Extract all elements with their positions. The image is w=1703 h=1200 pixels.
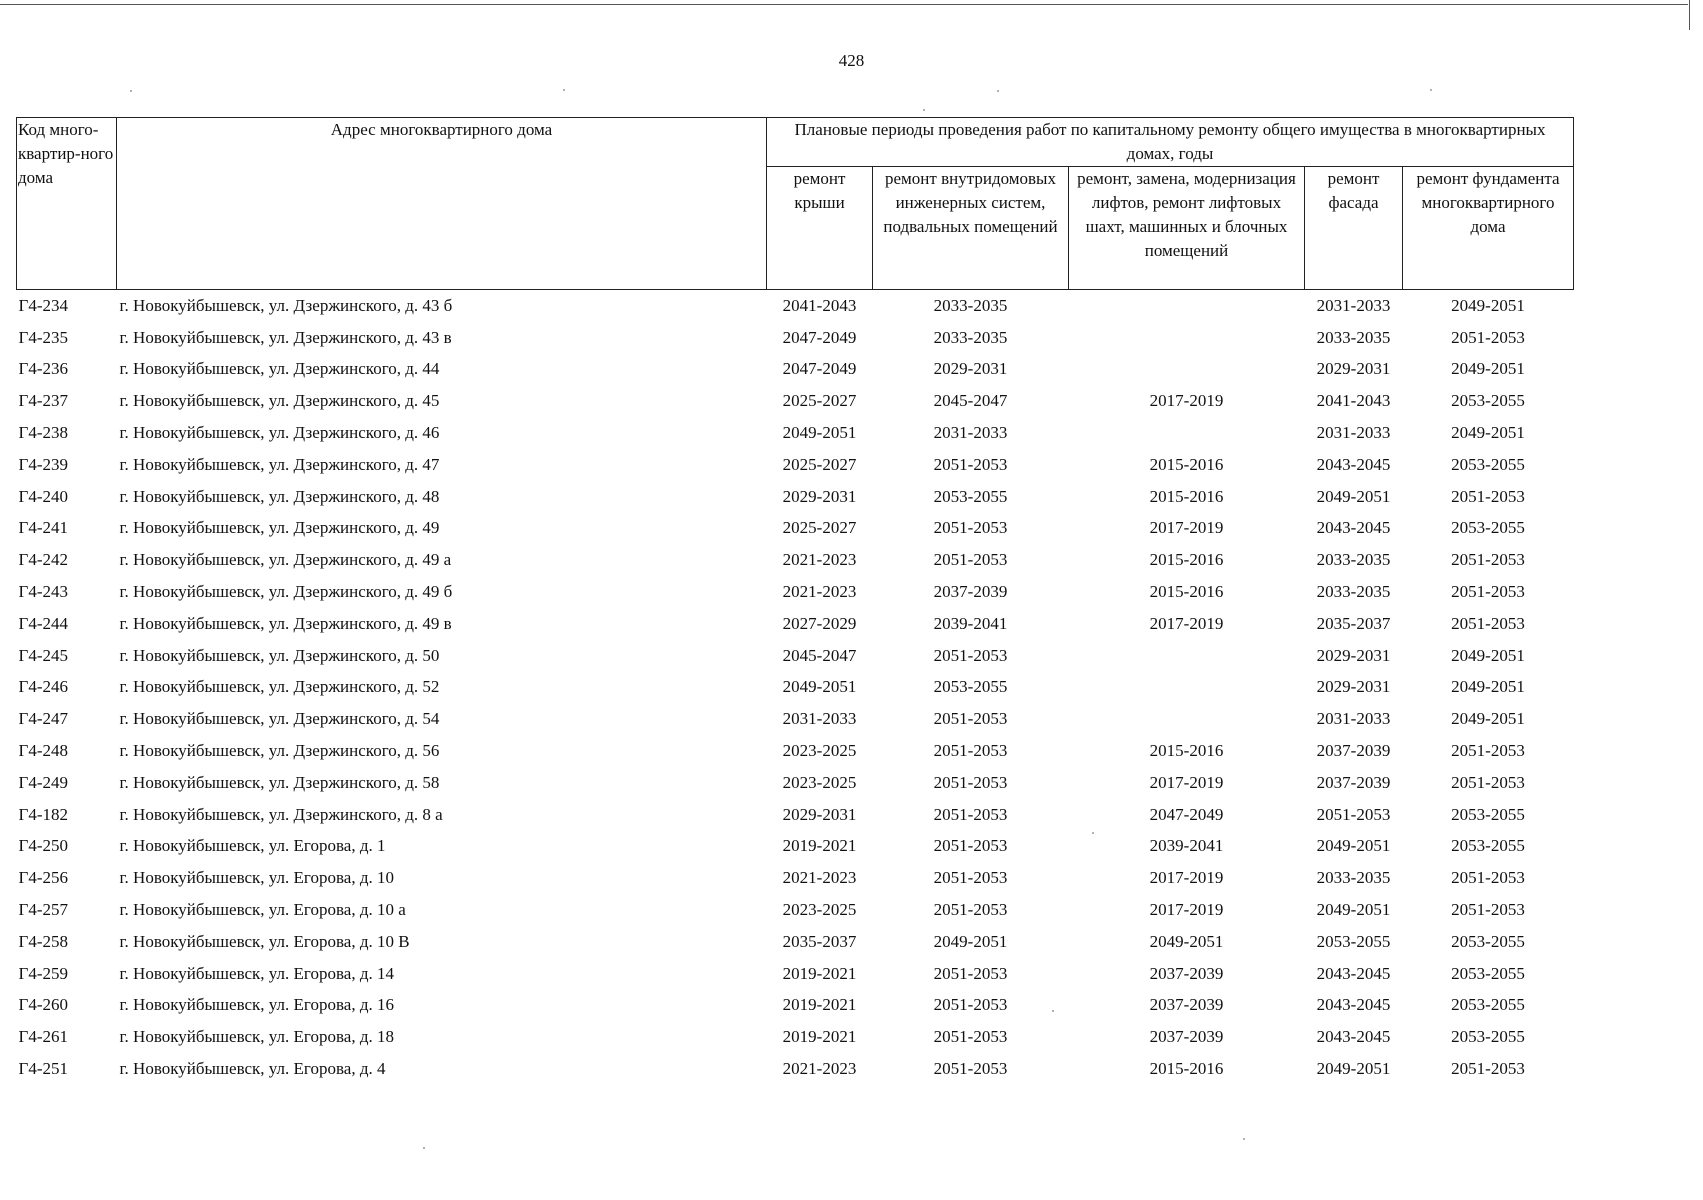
address-cell: г. Новокуйбышевск, ул. Дзержинского, д. 50 <box>119 645 440 665</box>
foundation-period-cell: 2051-2053 <box>1451 900 1525 920</box>
elevator-period-cell: 2015-2016 <box>1149 454 1224 474</box>
house-code-cell: Г4-239 <box>18 454 68 474</box>
address-cell: г. Новокуйбышевск, ул. Дзержинского, д. 44 <box>119 359 440 379</box>
house-code-cell: Г4-248 <box>18 741 68 761</box>
scan-speck <box>423 1147 425 1149</box>
foundation-period-cell: 2053-2055 <box>1451 931 1525 951</box>
foundation-period-cell: 2051-2053 <box>1451 327 1525 347</box>
roof-period-cell: 2021-2023 <box>782 550 857 570</box>
scan-right-border <box>1689 0 1690 30</box>
address-cell: г. Новокуйбышевск, ул. Дзержинского, д. 49 <box>119 518 440 538</box>
header-address: Адрес многоквартирного дома <box>117 118 767 290</box>
systems-period-cell: 2037-2039 <box>933 582 1008 602</box>
facade-period-cell: 2031-2033 <box>1316 423 1391 443</box>
systems-period-cell: 2031-2033 <box>933 423 1008 443</box>
foundation-period-cell: 2051-2053 <box>1451 613 1525 633</box>
facade-period-cell: 2041-2043 <box>1316 391 1391 411</box>
house-code-cell: Г4-237 <box>18 391 68 411</box>
address-cell: г. Новокуйбышевск, ул. Егорова, д. 10 <box>119 868 394 888</box>
systems-period-cell: 2051-2053 <box>933 836 1008 856</box>
roof-period-cell: 2021-2023 <box>782 1059 857 1079</box>
facade-period-cell: 2043-2045 <box>1316 963 1391 983</box>
table-row <box>17 354 1574 386</box>
address-cell: г. Новокуйбышевск, ул. Егорова, д. 18 <box>119 1027 394 1047</box>
systems-period-cell: 2051-2053 <box>933 963 1008 983</box>
table-row <box>17 513 1574 545</box>
table-row <box>17 831 1574 863</box>
table-row <box>17 481 1574 513</box>
foundation-period-cell: 2051-2053 <box>1451 1059 1525 1079</box>
house-code-cell: Г4-236 <box>18 359 68 379</box>
elevator-period-cell: 2017-2019 <box>1149 900 1224 920</box>
address-cell: г. Новокуйбышевск, ул. Дзержинского, д. 45 <box>119 391 440 411</box>
house-code-cell: Г4-241 <box>18 518 68 538</box>
house-code-cell: Г4-238 <box>18 423 68 443</box>
elevator-period-cell: 2017-2019 <box>1149 772 1224 792</box>
elevator-period-cell: 2037-2039 <box>1149 963 1224 983</box>
facade-period-cell: 2043-2045 <box>1316 454 1391 474</box>
scan-speck <box>563 89 565 91</box>
address-cell: г. Новокуйбышевск, ул. Дзержинского, д. 48 <box>119 486 440 506</box>
house-code-cell: Г4-256 <box>18 868 68 888</box>
table-row <box>17 894 1574 926</box>
elevator-period-cell: 2015-2016 <box>1149 1059 1224 1079</box>
facade-period-cell: 2053-2055 <box>1316 931 1391 951</box>
table-row <box>17 608 1574 640</box>
foundation-period-cell: 2051-2053 <box>1451 486 1525 506</box>
address-cell: г. Новокуйбышевск, ул. Дзержинского, д. 54 <box>119 709 440 729</box>
scan-speck <box>1430 89 1432 91</box>
elevator-period-cell <box>1069 290 1305 322</box>
roof-period-cell: 2023-2025 <box>782 741 857 761</box>
systems-period-cell: 2051-2053 <box>933 1027 1008 1047</box>
systems-period-cell: 2039-2041 <box>933 613 1008 633</box>
roof-period-cell: 2041-2043 <box>782 295 857 315</box>
elevator-period-cell: 2017-2019 <box>1149 868 1224 888</box>
foundation-period-cell: 2051-2053 <box>1451 550 1525 570</box>
roof-period-cell: 2023-2025 <box>782 900 857 920</box>
facade-period-cell: 2049-2051 <box>1316 486 1391 506</box>
elevator-period-cell: 2015-2016 <box>1149 741 1224 761</box>
systems-period-cell: 2029-2031 <box>933 359 1008 379</box>
house-code-cell: Г4-247 <box>18 709 68 729</box>
facade-period-cell: 2031-2033 <box>1316 709 1391 729</box>
foundation-period-cell: 2051-2053 <box>1451 741 1525 761</box>
scan-speck <box>997 90 999 92</box>
facade-period-cell: 2043-2045 <box>1316 1027 1391 1047</box>
elevator-period-cell: 2049-2051 <box>1149 931 1224 951</box>
address-cell: г. Новокуйбышевск, ул. Дзержинского, д. 43 б <box>119 295 453 315</box>
house-code-cell: Г4-182 <box>18 804 68 824</box>
address-cell: г. Новокуйбышевск, ул. Егорова, д. 10 а <box>119 900 406 920</box>
table-row <box>17 640 1574 672</box>
facade-period-cell: 2049-2051 <box>1316 1059 1391 1079</box>
house-code-cell: Г4-235 <box>18 327 68 347</box>
systems-period-cell: 2051-2053 <box>933 804 1008 824</box>
house-code-cell: Г4-251 <box>18 1059 68 1079</box>
house-code-cell: Г4-261 <box>18 1027 68 1047</box>
foundation-period-cell: 2049-2051 <box>1451 645 1525 665</box>
facade-period-cell: 2029-2031 <box>1316 677 1391 697</box>
roof-period-cell: 2021-2023 <box>782 868 857 888</box>
elevator-period-cell <box>1069 672 1305 704</box>
facade-period-cell: 2029-2031 <box>1316 359 1391 379</box>
elevator-period-cell <box>1069 640 1305 672</box>
house-code-cell: Г4-249 <box>18 772 68 792</box>
scan-speck <box>1243 1138 1245 1140</box>
foundation-period-cell: 2051-2053 <box>1451 868 1525 888</box>
header-foundation-repair: ремонт фундамента многоквартирного дома <box>1403 167 1574 290</box>
facade-period-cell: 2033-2035 <box>1316 868 1391 888</box>
address-cell: г. Новокуйбышевск, ул. Дзержинского, д. 46 <box>119 423 440 443</box>
table-row <box>17 672 1574 704</box>
facade-period-cell: 2033-2035 <box>1316 582 1391 602</box>
table-row <box>17 735 1574 767</box>
address-cell: г. Новокуйбышевск, ул. Дзержинского, д. 56 <box>119 741 440 761</box>
table-body <box>17 290 1574 1085</box>
systems-period-cell: 2045-2047 <box>933 391 1008 411</box>
elevator-period-cell: 2037-2039 <box>1149 995 1224 1015</box>
house-code-cell: Г4-246 <box>18 677 68 697</box>
elevator-period-cell: 2015-2016 <box>1149 582 1224 602</box>
systems-period-cell: 2053-2055 <box>933 677 1008 697</box>
elevator-period-cell <box>1069 322 1305 354</box>
roof-period-cell: 2049-2051 <box>782 677 857 697</box>
roof-period-cell: 2045-2047 <box>782 645 857 665</box>
foundation-period-cell: 2053-2055 <box>1451 995 1525 1015</box>
foundation-period-cell: 2053-2055 <box>1451 391 1525 411</box>
table-row <box>17 958 1574 990</box>
table-row <box>17 926 1574 958</box>
facade-period-cell: 2049-2051 <box>1316 900 1391 920</box>
facade-period-cell: 2037-2039 <box>1316 741 1391 761</box>
systems-period-cell: 2051-2053 <box>933 772 1008 792</box>
address-cell: г. Новокуйбышевск, ул. Дзержинского, д. 49 в <box>119 613 452 633</box>
roof-period-cell: 2049-2051 <box>782 423 857 443</box>
address-cell: г. Новокуйбышевск, ул. Дзержинского, д. 43 в <box>119 327 452 347</box>
foundation-period-cell: 2053-2055 <box>1451 963 1525 983</box>
table-row <box>17 290 1574 322</box>
table-row <box>17 417 1574 449</box>
facade-period-cell: 2049-2051 <box>1316 836 1391 856</box>
scan-top-border <box>0 4 1688 5</box>
foundation-period-cell: 2053-2055 <box>1451 804 1525 824</box>
facade-period-cell: 2029-2031 <box>1316 645 1391 665</box>
table-row <box>17 322 1574 354</box>
systems-period-cell: 2051-2053 <box>933 741 1008 761</box>
systems-period-cell: 2051-2053 <box>933 1059 1008 1079</box>
address-cell: г. Новокуйбышевск, ул. Дзержинского, д. 52 <box>119 677 440 697</box>
address-cell: г. Новокуйбышевск, ул. Егорова, д. 14 <box>119 963 394 983</box>
address-cell: г. Новокуйбышевск, ул. Егорова, д. 10 В <box>119 931 410 951</box>
foundation-period-cell: 2053-2055 <box>1451 836 1525 856</box>
facade-period-cell: 2037-2039 <box>1316 772 1391 792</box>
scan-speck <box>923 109 925 111</box>
foundation-period-cell: 2053-2055 <box>1451 1027 1525 1047</box>
elevator-period-cell: 2039-2041 <box>1149 836 1224 856</box>
address-cell: г. Новокуйбышевск, ул. Дзержинского, д. 8 а <box>119 804 443 824</box>
elevator-period-cell: 2017-2019 <box>1149 391 1224 411</box>
table-row <box>17 767 1574 799</box>
house-code-cell: Г4-258 <box>18 931 68 951</box>
foundation-period-cell: 2053-2055 <box>1451 454 1525 474</box>
facade-period-cell: 2051-2053 <box>1316 804 1391 824</box>
roof-period-cell: 2029-2031 <box>782 804 857 824</box>
systems-period-cell: 2051-2053 <box>933 900 1008 920</box>
facade-period-cell: 2033-2035 <box>1316 550 1391 570</box>
roof-period-cell: 2027-2029 <box>782 613 857 633</box>
table-row <box>17 990 1574 1022</box>
elevator-period-cell <box>1069 354 1305 386</box>
systems-period-cell: 2051-2053 <box>933 550 1008 570</box>
header-facade-repair: ремонт фасада <box>1305 167 1403 290</box>
elevator-period-cell: 2037-2039 <box>1149 1027 1224 1047</box>
facade-period-cell: 2043-2045 <box>1316 995 1391 1015</box>
roof-period-cell: 2025-2027 <box>782 391 857 411</box>
address-cell: г. Новокуйбышевск, ул. Егорова, д. 4 <box>119 1059 386 1079</box>
header-elevator-repair: ремонт, замена, модернизация лифтов, ремонт лифтовых шахт, машинных и блочных помещений <box>1069 167 1305 290</box>
roof-period-cell: 2019-2021 <box>782 836 857 856</box>
address-cell: г. Новокуйбышевск, ул. Егорова, д. 1 <box>119 836 386 856</box>
roof-period-cell: 2031-2033 <box>782 709 857 729</box>
roof-period-cell: 2025-2027 <box>782 518 857 538</box>
table-row <box>17 449 1574 481</box>
foundation-period-cell: 2051-2053 <box>1451 772 1525 792</box>
house-code-cell: Г4-257 <box>18 900 68 920</box>
systems-period-cell: 2033-2035 <box>933 327 1008 347</box>
capital-repair-table <box>16 117 1574 1085</box>
header-planned-periods: Плановые периоды проведения работ по капитальному ремонту общего имущества в многоквартирных домах, годы <box>767 118 1574 167</box>
table-row <box>17 1053 1574 1085</box>
systems-period-cell: 2049-2051 <box>933 931 1008 951</box>
systems-period-cell: 2051-2053 <box>933 645 1008 665</box>
foundation-period-cell: 2053-2055 <box>1451 518 1525 538</box>
address-cell: г. Новокуйбышевск, ул. Дзержинского, д. 47 <box>119 454 440 474</box>
house-code-cell: Г4-259 <box>18 963 68 983</box>
roof-period-cell: 2047-2049 <box>782 327 857 347</box>
house-code-cell: Г4-250 <box>18 836 68 856</box>
systems-period-cell: 2051-2053 <box>933 518 1008 538</box>
scan-speck <box>130 90 132 92</box>
roof-period-cell: 2023-2025 <box>782 772 857 792</box>
roof-period-cell: 2025-2027 <box>782 454 857 474</box>
address-cell: г. Новокуйбышевск, ул. Егорова, д. 16 <box>119 995 394 1015</box>
facade-period-cell: 2031-2033 <box>1316 295 1391 315</box>
house-code-cell: Г4-234 <box>18 295 68 315</box>
systems-period-cell: 2051-2053 <box>933 454 1008 474</box>
elevator-period-cell: 2017-2019 <box>1149 518 1224 538</box>
table-row <box>17 703 1574 735</box>
address-cell: г. Новокуйбышевск, ул. Дзержинского, д. 49 а <box>119 550 452 570</box>
facade-period-cell: 2035-2037 <box>1316 613 1391 633</box>
page-number: 428 <box>838 51 865 70</box>
roof-period-cell: 2021-2023 <box>782 582 857 602</box>
header-code: Код много-квартир-ного дома <box>17 118 117 290</box>
elevator-period-cell: 2015-2016 <box>1149 550 1224 570</box>
foundation-period-cell: 2049-2051 <box>1451 423 1525 443</box>
facade-period-cell: 2043-2045 <box>1316 518 1391 538</box>
roof-period-cell: 2019-2021 <box>782 1027 857 1047</box>
foundation-period-cell: 2049-2051 <box>1451 359 1525 379</box>
header-engineering-systems-repair: ремонт внутридомовых инженерных систем, подвальных помещений <box>873 167 1069 290</box>
systems-period-cell: 2051-2053 <box>933 868 1008 888</box>
roof-period-cell: 2047-2049 <box>782 359 857 379</box>
foundation-period-cell: 2049-2051 <box>1451 295 1525 315</box>
table-row <box>17 576 1574 608</box>
house-code-cell: Г4-260 <box>18 995 68 1015</box>
facade-period-cell: 2033-2035 <box>1316 327 1391 347</box>
table-row <box>17 862 1574 894</box>
address-cell: г. Новокуйбышевск, ул. Дзержинского, д. 58 <box>119 772 440 792</box>
systems-period-cell: 2051-2053 <box>933 995 1008 1015</box>
roof-period-cell: 2029-2031 <box>782 486 857 506</box>
systems-period-cell: 2033-2035 <box>933 295 1008 315</box>
elevator-period-cell <box>1069 417 1305 449</box>
header-roof-repair: ремонт крыши <box>767 167 873 290</box>
house-code-cell: Г4-243 <box>18 582 68 602</box>
house-code-cell: Г4-240 <box>18 486 68 506</box>
table-row <box>17 799 1574 831</box>
table-row <box>17 544 1574 576</box>
systems-period-cell: 2051-2053 <box>933 709 1008 729</box>
address-cell: г. Новокуйбышевск, ул. Дзержинского, д. 49 б <box>119 582 453 602</box>
elevator-period-cell: 2017-2019 <box>1149 613 1224 633</box>
house-code-cell: Г4-245 <box>18 645 68 665</box>
roof-period-cell: 2019-2021 <box>782 963 857 983</box>
foundation-period-cell: 2051-2053 <box>1451 582 1525 602</box>
house-code-cell: Г4-244 <box>18 613 68 633</box>
roof-period-cell: 2019-2021 <box>782 995 857 1015</box>
table-row <box>17 385 1574 417</box>
foundation-period-cell: 2049-2051 <box>1451 677 1525 697</box>
elevator-period-cell <box>1069 703 1305 735</box>
systems-period-cell: 2053-2055 <box>933 486 1008 506</box>
elevator-period-cell: 2015-2016 <box>1149 486 1224 506</box>
house-code-cell: Г4-242 <box>18 550 68 570</box>
foundation-period-cell: 2049-2051 <box>1451 709 1525 729</box>
roof-period-cell: 2035-2037 <box>782 931 857 951</box>
table-row <box>17 1021 1574 1053</box>
elevator-period-cell: 2047-2049 <box>1149 804 1224 824</box>
